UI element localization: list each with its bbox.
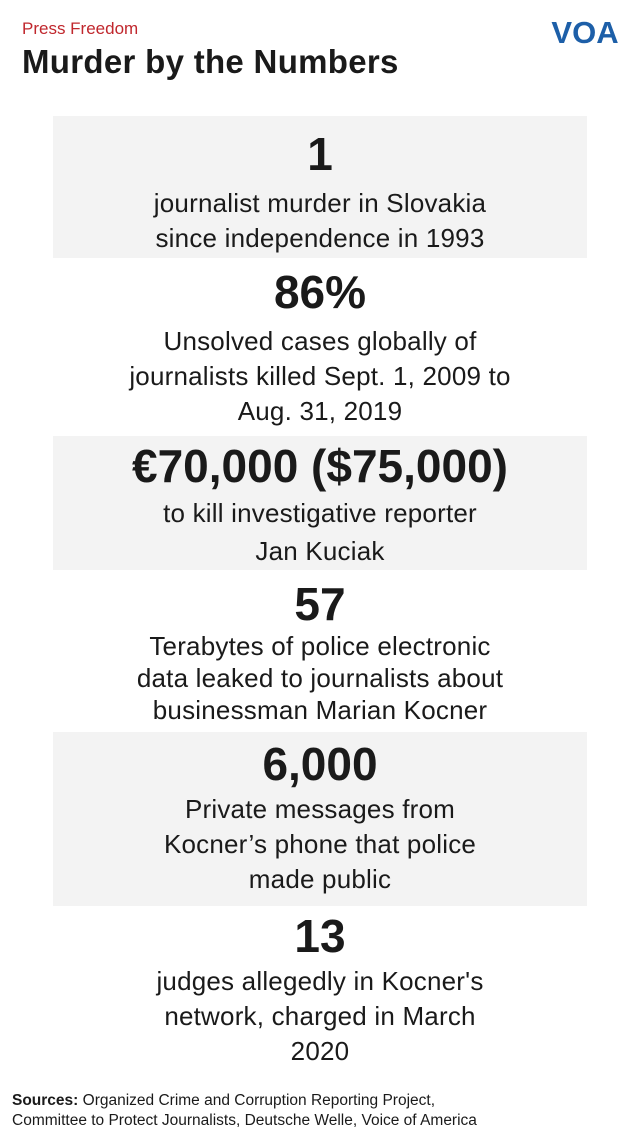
stat-block-5: [53, 732, 587, 906]
stat-line: 2020: [290, 1036, 350, 1066]
stat-description: [53, 790, 587, 897]
sources-line-1: Organized Crime and Corruption Reporting Project,: [78, 1092, 436, 1109]
stat-number: €70,000 ($75,000): [132, 440, 508, 492]
stat-description: [53, 962, 587, 1069]
stat-description: [53, 492, 587, 570]
stat-number: 6,000: [262, 738, 378, 790]
stat-line: Terabytes of police electronic: [149, 631, 491, 661]
stat-line: since independence in 1993: [155, 223, 485, 253]
stat-block-6: [53, 908, 587, 1068]
header: [22, 18, 399, 82]
stat-line: Aug. 31, 2019: [237, 396, 403, 426]
stat-line: data leaked to journalists about: [136, 663, 504, 693]
stat-description: [53, 630, 587, 726]
sources-label: Sources:: [12, 1092, 79, 1109]
stat-line: Private messages from: [184, 794, 456, 824]
stat-block-2: [53, 262, 587, 434]
stat-line: journalist murder in Slovakia: [153, 188, 487, 218]
stat-description: [53, 318, 587, 429]
stat-line: Unsolved cases globally of: [163, 326, 477, 356]
voa-logo-text: VOA: [551, 15, 619, 50]
stat-number: 1: [307, 128, 333, 180]
voa-logo: [550, 14, 620, 50]
stat-line: made public: [248, 864, 392, 894]
stat-block-3: [53, 436, 587, 570]
stat-line: Jan Kuciak: [255, 536, 385, 566]
stat-line: judges allegedly in Kocner's: [156, 966, 484, 996]
page-title: Murder by the Numbers: [22, 43, 399, 80]
stat-number: 86%: [273, 266, 367, 318]
stat-line: network, charged in March: [164, 1001, 476, 1031]
stat-number: 13: [294, 910, 346, 962]
stat-line: Kocner’s phone that police: [163, 829, 477, 859]
sources-line-2: Committee to Protect Journalists, Deutsche Welle, Voice of America: [12, 1112, 477, 1129]
stat-number: 57: [294, 578, 346, 630]
kicker: Press Freedom: [22, 19, 139, 38]
sources-footnote: [12, 1091, 632, 1131]
stat-line: to kill investigative reporter: [163, 498, 477, 528]
stat-block-4: [53, 576, 587, 728]
stat-line: journalists killed Sept. 1, 2009 to: [129, 361, 511, 391]
stat-line: businessman Marian Kocner: [152, 695, 488, 725]
stat-description: [53, 180, 587, 256]
stat-block-1: [53, 116, 587, 258]
